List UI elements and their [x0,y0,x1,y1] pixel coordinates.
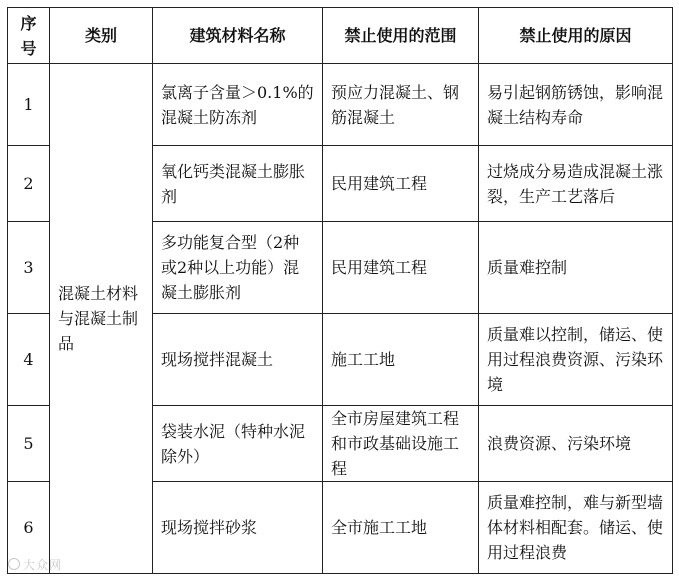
seq-cell: 4 [8,314,50,406]
scope-cell: 民用建筑工程 [323,146,479,222]
header-scope: 禁止使用的范围 [323,8,479,64]
seq-cell: 5 [8,406,50,482]
reason-cell: 过烧成分易造成混凝土涨裂，生产工艺落后 [479,146,673,222]
table-row [8,64,673,146]
regulation-table [7,7,673,574]
reason-cell: 易引起钢筋锈蚀，影响混凝土结构寿命 [479,64,673,146]
reason-cell: 浪费资源、污染环境 [479,406,673,482]
header-seq: 序号 [8,8,50,64]
scope-cell: 施工工地 [323,314,479,406]
seq-cell: 3 [8,222,50,314]
seq-cell: 2 [8,146,50,222]
material-cell: 现场搅拌混凝土 [153,314,323,406]
header-reason: 禁止使用的原因 [479,8,673,64]
header-row [8,8,673,64]
watermark-text: 大众网 [23,558,63,572]
reason-cell: 质量难控制，难与新型墙体材料相配套。储运、使用过程浪费 [479,482,673,574]
header-category: 类别 [50,8,153,64]
reason-cell: 质量难以控制，储运、使用过程浪费资源、污染环境 [479,314,673,406]
watermark-logo-icon [8,558,20,570]
category-cell: 混凝土材料与混凝土制品 [50,64,153,574]
material-cell: 多功能复合型（2种或2种以上功能）混凝土膨胀剂 [153,222,323,314]
material-cell: 氯离子含量＞0.1%的混凝土防冻剂 [153,64,323,146]
scope-cell: 预应力混凝土、钢筋混凝土 [323,64,479,146]
seq-cell: 1 [8,64,50,146]
scope-cell: 全市房屋建筑工程和市政基础设施工程 [323,406,479,482]
material-cell: 袋装水泥（特种水泥除外） [153,406,323,482]
scope-cell: 全市施工工地 [323,482,479,574]
watermark [8,556,62,573]
scope-cell: 民用建筑工程 [323,222,479,314]
reason-cell: 质量难控制 [479,222,673,314]
material-cell: 氧化钙类混凝土膨胀剂 [153,146,323,222]
seq-cell: 6 [8,482,50,574]
header-material: 建筑材料名称 [153,8,323,64]
material-cell: 现场搅拌砂浆 [153,482,323,574]
